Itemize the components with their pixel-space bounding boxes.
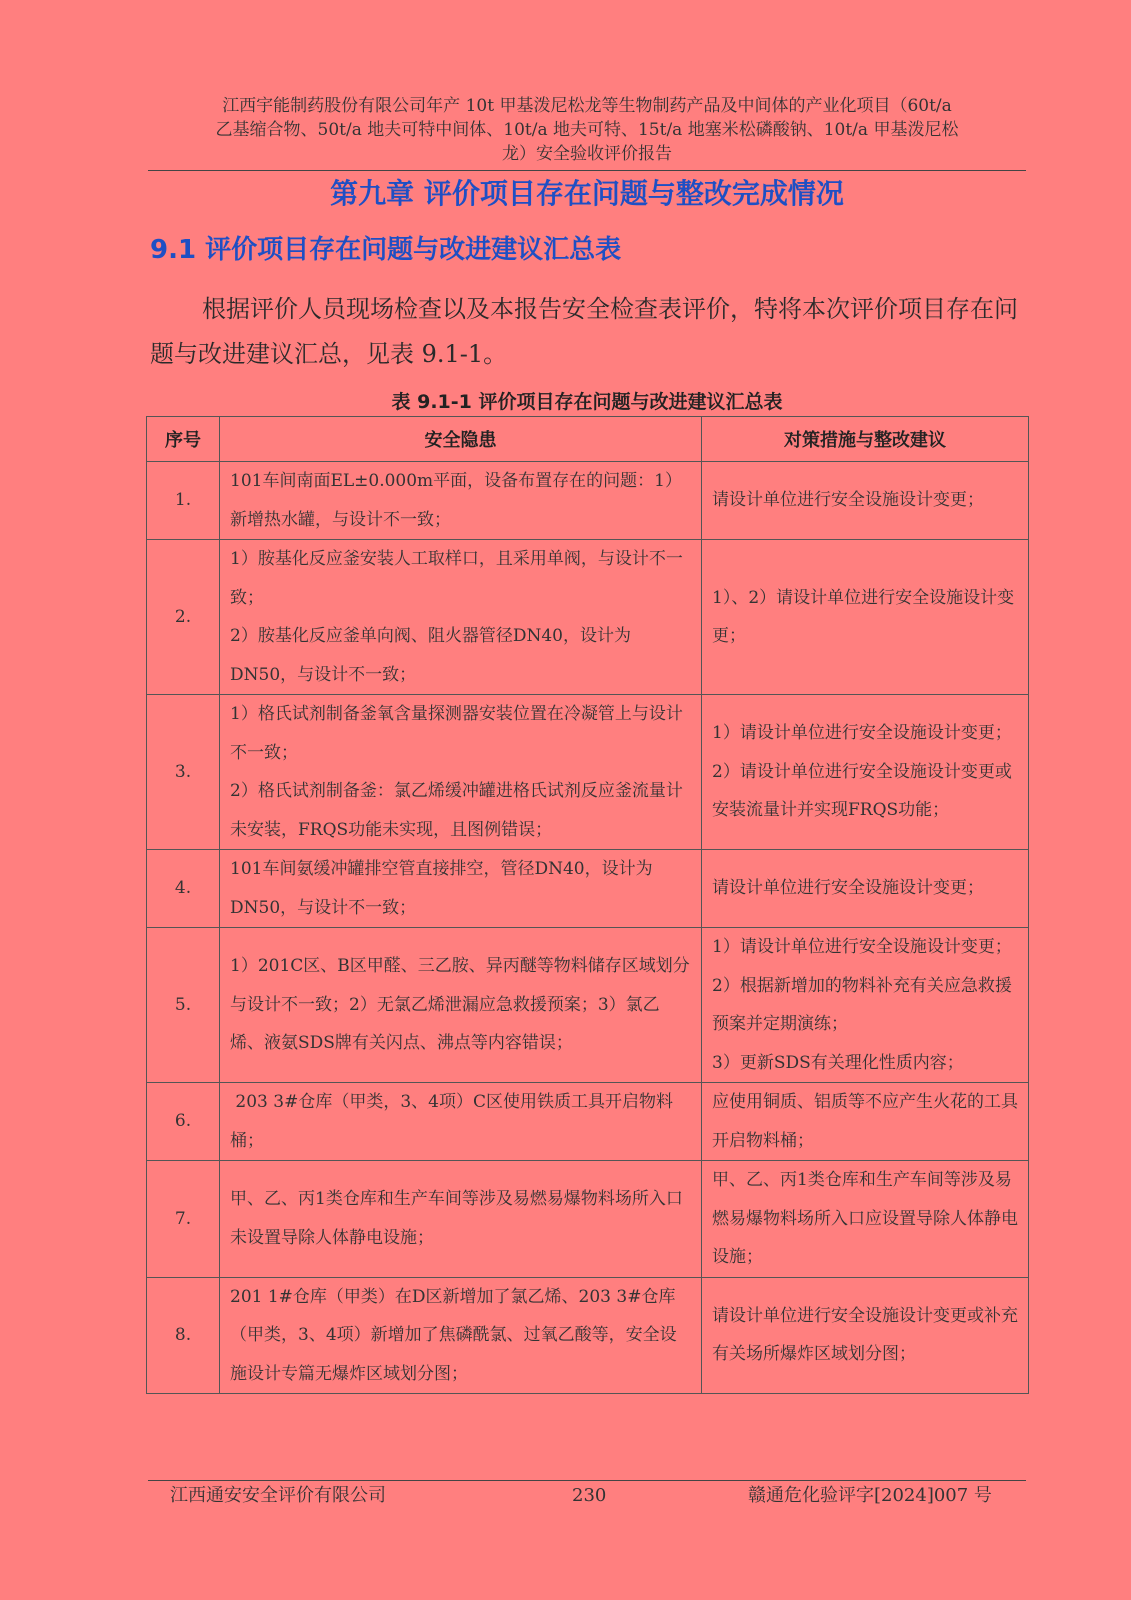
advice-cell <box>702 850 1029 928</box>
table-row <box>147 850 1029 928</box>
issue-cell <box>220 695 702 850</box>
row-number: 7. <box>147 1161 220 1278</box>
header-cell-number: 序号 <box>147 417 220 462</box>
table-header-row <box>147 417 1029 462</box>
issue-text: 2）格氏试剂制备釜：氯乙烯缓冲罐进格氏试剂反应釜流量计未安装，FRQS功能未实现，且图例错误； <box>230 781 683 840</box>
issue-text: 1）201C区、B区甲醛、三乙胺、异丙醚等物料储存区域划分与设计不一致；2）无氯乙烯泄漏应急救援预案；3）氯乙烯、液氨SDS牌有关闪点、沸点等内容错误； <box>230 956 690 1054</box>
advice-text: 3）更新SDS有关理化性质内容； <box>712 1052 964 1073</box>
intro-paragraph: 根据评价人员现场检查以及本报告安全检查表评价，特将本次评价项目存在问题与改进建议汇总，见表 9.1-1。 <box>150 295 1018 368</box>
table-row <box>147 462 1029 540</box>
advice-cell <box>702 1277 1029 1394</box>
row-number: 3. <box>147 695 220 850</box>
header-cell-issue: 安全隐患 <box>220 417 702 462</box>
issue-text: 101车间南面EL±0.000m平面，设备布置存在的问题：1）新增热水罐，与设计不一致； <box>230 471 682 530</box>
issue-cell <box>220 1161 702 1278</box>
advice-text: 1）请设计单位进行安全设施设计变更；2）请设计单位进行安全设施设计变更或安装流量计并实现FRQS功能； <box>712 723 1012 821</box>
advice-text: 甲、乙、丙1类仓库和生产车间等涉及易燃易爆物料场所入口应设置导除人体静电设施； <box>712 1170 1018 1267</box>
issue-text: 2）胺基化反应釜单向阀、阻火器管径DN40，设计为DN50，与设计不一致； <box>230 626 631 685</box>
header-cell-advice: 对策措施与整改建议 <box>702 417 1029 462</box>
row-number: 8. <box>147 1277 220 1394</box>
issue-text: 1）胺基化反应釜安装人工取样口，且采用单阀，与设计不一致； <box>230 549 683 608</box>
footer-divider <box>148 1480 1026 1481</box>
table-row <box>147 695 1029 850</box>
table-caption: 表 9.1-1 评价项目存在问题与改进建议汇总表 <box>391 391 783 413</box>
footer-page-number: 230 <box>572 1485 607 1506</box>
table-row <box>147 540 1029 695</box>
issue-text: 1）格氏试剂制备釜氧含量探测器安装位置在冷凝管上与设计不一致； <box>230 704 683 763</box>
issue-text: 甲、乙、丙1类仓库和生产车间等涉及易燃易爆物料场所入口未设置导除人体静电设施； <box>230 1189 683 1248</box>
footer-doc-number: 赣通危化验评字[2024]007 号 <box>748 1485 992 1506</box>
issue-text: 201 1#仓库（甲类）在D区新增加了氯乙烯、203 3#仓库（甲类，3、4项）新增加了焦磷酰氯、过氧乙酸等，安全设施设计专篇无爆炸区域划分图； <box>230 1286 677 1384</box>
issue-cell <box>220 1277 702 1394</box>
table-row <box>147 928 1029 1083</box>
advice-text: 1）请设计单位进行安全设施设计变更；2）根据新增加的物料补充有关应急救援预案并定期演练； <box>712 937 1012 1034</box>
header-line: 乙基缩合物、50t/a 地夫可特中间体、10t/a 地夫可特、15t/a 地塞米松磷酸钠、10t/a 甲基泼尼松 <box>215 120 959 140</box>
chapter-title: 第九章 评价项目存在问题与整改完成情况 <box>330 177 844 210</box>
header-line: 江西宇能制药股份有限公司年产 10t 甲基泼尼松龙等生物制药产品及中间体的产业化项目（60t/a <box>222 96 952 116</box>
issue-text: 101车间氨缓冲罐排空管直接排空，管径DN40，设计为DN50，与设计不一致； <box>230 859 653 918</box>
issue-cell <box>220 1083 702 1161</box>
row-number: 6. <box>147 1083 220 1161</box>
table-row <box>147 1161 1029 1278</box>
advice-cell <box>702 695 1029 850</box>
header-divider <box>148 170 1026 171</box>
footer-company: 江西通安安全评价有限公司 <box>170 1485 386 1506</box>
issue-cell <box>220 540 702 695</box>
advice-cell <box>702 540 1029 695</box>
advice-cell <box>702 1161 1029 1278</box>
row-number: 2. <box>147 540 220 695</box>
advice-cell <box>702 1083 1029 1161</box>
issue-cell <box>220 928 702 1083</box>
row-number: 4. <box>147 850 220 928</box>
issue-text: 203 3#仓库（甲类，3、4项）C区使用铁质工具开启物料桶； <box>230 1092 673 1151</box>
page-header <box>148 94 1026 166</box>
advice-text: 1）、2）请设计单位进行安全设施设计变更； <box>712 587 1015 646</box>
advice-text: 请设计单位进行安全设施设计变更； <box>712 490 984 511</box>
advice-text: 应使用铜质、铝质等不应产生火花的工具开启物料桶； <box>712 1092 1018 1151</box>
row-number: 5. <box>147 928 220 1083</box>
issue-cell <box>220 462 702 540</box>
table-row <box>147 1083 1029 1161</box>
advice-text: 请设计单位进行安全设施设计变更或补充有关场所爆炸区域划分图； <box>712 1305 1018 1365</box>
advice-cell <box>702 928 1029 1083</box>
issue-cell <box>220 850 702 928</box>
row-number: 1. <box>147 462 220 540</box>
issues-table <box>146 416 1029 1394</box>
header-line: 龙）安全验收评价报告 <box>502 144 672 164</box>
table-row <box>147 1277 1029 1394</box>
advice-text: 请设计单位进行安全设施设计变更； <box>712 878 984 899</box>
section-title: 9.1 评价项目存在问题与改进建议汇总表 <box>150 235 622 265</box>
advice-cell <box>702 462 1029 540</box>
